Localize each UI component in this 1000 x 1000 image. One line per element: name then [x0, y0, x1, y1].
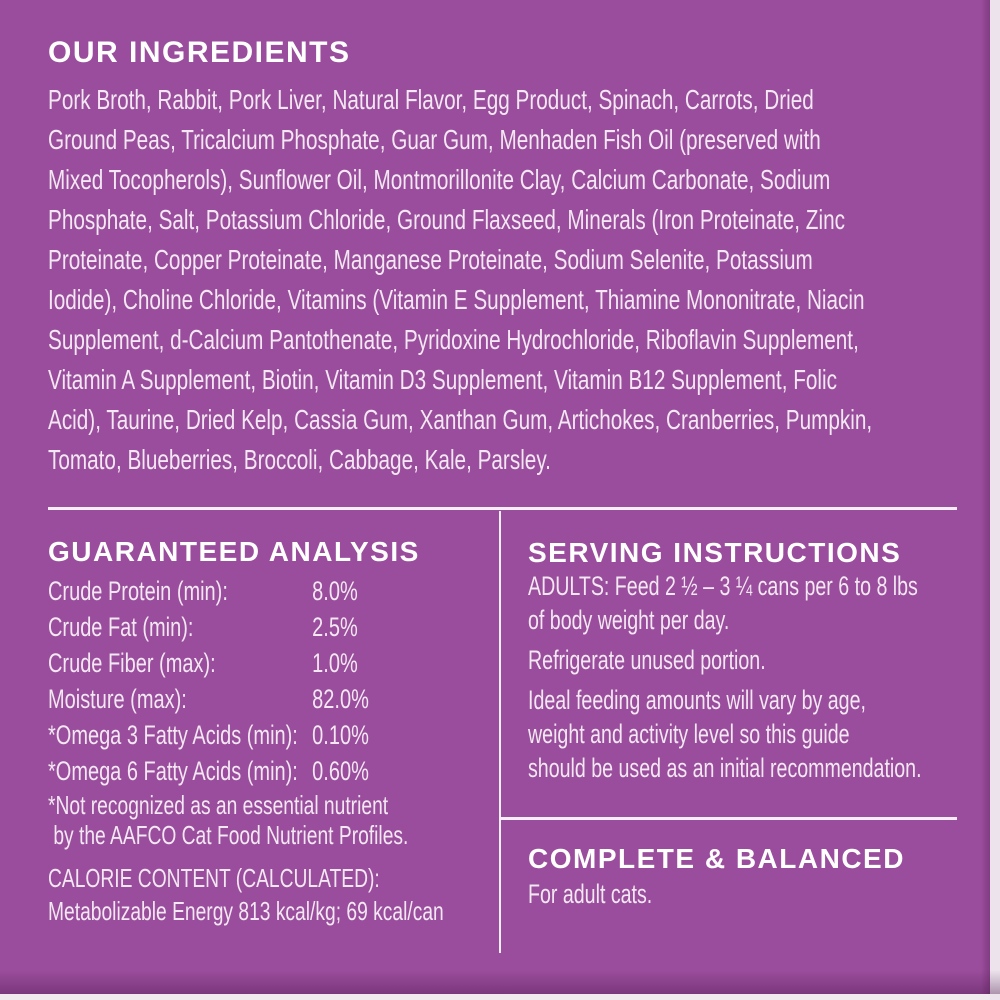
analysis-row: [48, 609, 358, 645]
guaranteed-analysis-table: [48, 573, 369, 789]
analysis-row: [48, 645, 358, 681]
ingredients-line: Proteinate, Copper Proteinate, Manganese Proteinate, Sodium Selenite, Potassium: [48, 244, 813, 275]
label-bottom-edge-shadow: [0, 970, 1000, 994]
complete-balanced-subtitle: For adult cats.: [528, 879, 653, 909]
serving-instructions-text: [528, 569, 922, 791]
complete-balanced-title: COMPLETE & BALANCED: [528, 843, 905, 874]
footnote-line: *Not recognized as an essential nutrient: [48, 790, 389, 820]
analysis-row: [48, 681, 369, 717]
analysis-row-label: Crude Fat (min):: [48, 612, 194, 642]
vertical-divider: [499, 511, 501, 953]
serving-paragraph: [528, 569, 922, 637]
analysis-row-value: 0.10%: [312, 720, 369, 750]
label-right-edge-shadow: [981, 0, 990, 1000]
ingredients-text: [48, 80, 872, 480]
ingredients-line: Ground Peas, Tricalcium Phosphate, Guar Gum, Menhaden Fish Oil (preserved with: [48, 124, 821, 155]
analysis-row: [48, 753, 369, 789]
serving-line: Ideal feeding amounts will vary by age,: [528, 685, 866, 715]
ingredients-line: Vitamin A Supplement, Biotin, Vitamin D3 Supplement, Vitamin B12 Supplement, Folic: [48, 364, 837, 395]
label-right-edge: [990, 0, 1000, 1000]
serving-paragraph: [528, 683, 922, 785]
analysis-row-label: Moisture (max):: [48, 684, 187, 714]
horizontal-rule-top: [48, 507, 957, 510]
ingredients-line: Pork Broth, Rabbit, Pork Liver, Natural Flavor, Egg Product, Spinach, Carrots, Dried: [48, 84, 814, 115]
footnote-line: by the AAFCO Cat Food Nutrient Profiles.: [48, 820, 409, 850]
analysis-row-value: 2.5%: [312, 612, 358, 642]
serving-instructions-title: SERVING INSTRUCTIONS: [528, 537, 902, 568]
analysis-row-value: 82.0%: [312, 684, 369, 714]
ingredients-line: Phosphate, Salt, Potassium Chloride, Ground Flaxseed, Minerals (Iron Proteinate, Zinc: [48, 204, 845, 235]
analysis-row-label: *Omega 3 Fatty Acids (min):: [48, 720, 298, 750]
ingredients-line: Iodide), Choline Chloride, Vitamins (Vitamin E Supplement, Thiamine Mononitrate, Niacin: [48, 284, 865, 315]
analysis-row-label: Crude Fiber (max):: [48, 648, 216, 678]
analysis-row-label: *Omega 6 Fatty Acids (min):: [48, 756, 298, 786]
ingredients-line: Supplement, d-Calcium Pantothenate, Pyridoxine Hydrochloride, Riboflavin Supplement,: [48, 324, 859, 355]
ingredients-line: Mixed Tocopherols), Sunflower Oil, Montmorillonite Clay, Calcium Carbonate, Sodium: [48, 164, 831, 195]
calorie-content: [48, 862, 444, 928]
ingredients-line: Acid), Taurine, Dried Kelp, Cassia Gum, Xanthan Gum, Artichokes, Cranberries, Pumpkin,: [48, 404, 873, 435]
analysis-row-value: 8.0%: [312, 576, 358, 606]
analysis-row-value: 0.60%: [312, 756, 369, 786]
serving-paragraph: [528, 643, 922, 677]
serving-line: weight and activity level so this guide: [528, 719, 850, 749]
analysis-footnote: [48, 790, 408, 850]
label-bottom-edge: [0, 994, 990, 1000]
serving-line: should be used as an initial recommendation.: [528, 753, 922, 783]
guaranteed-analysis-title: GUARANTEED ANALYSIS: [48, 536, 420, 567]
calorie-line: CALORIE CONTENT (CALCULATED):: [48, 863, 380, 893]
horizontal-rule-right: [500, 817, 957, 820]
ingredients-title: OUR INGREDIENTS: [48, 36, 351, 69]
serving-line: Refrigerate unused portion.: [528, 645, 766, 675]
serving-line: ADULTS: Feed 2 ½ – 3 ¼ cans per 6 to 8 lbs: [528, 571, 918, 601]
analysis-row: [48, 717, 369, 753]
serving-line: of body weight per day.: [528, 605, 730, 635]
analysis-row-value: 1.0%: [312, 648, 358, 678]
ingredients-line: Tomato, Blueberries, Broccoli, Cabbage, Kale, Parsley.: [48, 444, 551, 475]
calorie-line: Metabolizable Energy 813 kcal/kg; 69 kcal/can: [48, 896, 444, 926]
analysis-row: [48, 573, 358, 609]
analysis-row-label: Crude Protein (min):: [48, 576, 228, 606]
